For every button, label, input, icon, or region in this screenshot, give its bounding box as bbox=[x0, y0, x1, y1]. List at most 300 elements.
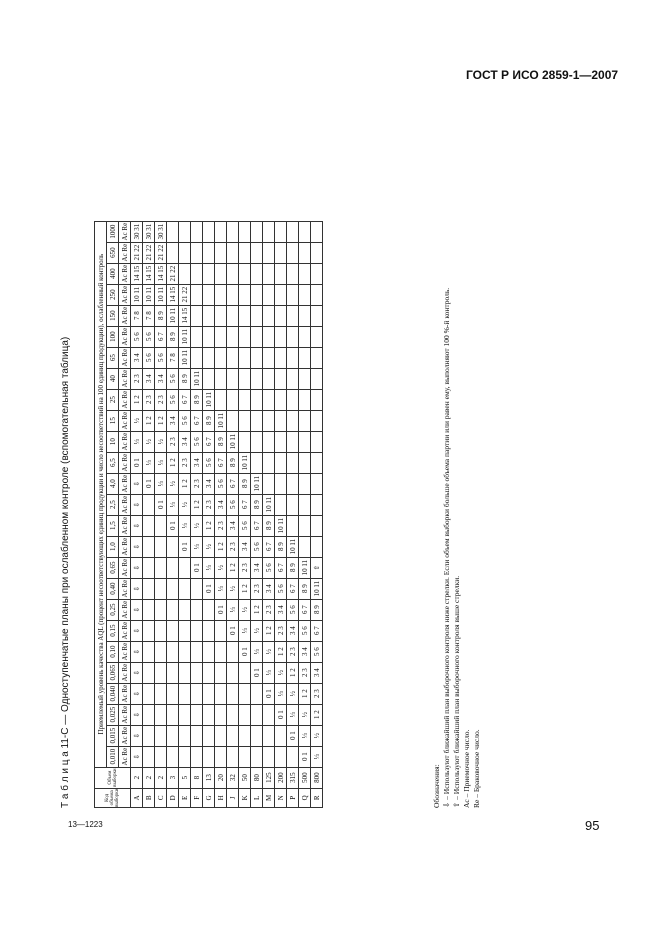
plan-cell bbox=[179, 683, 191, 704]
plan-cell: 1 2 bbox=[155, 410, 167, 431]
aql-header-cell: 0,010 bbox=[107, 746, 119, 767]
plan-cell: 14 15 bbox=[179, 305, 191, 326]
plan-cell: 21 22 bbox=[131, 242, 143, 263]
plan-cell bbox=[299, 473, 311, 494]
plan-cell: 5 6 bbox=[131, 326, 143, 347]
aql-header-cell: 0,015 bbox=[107, 725, 119, 746]
note-ac: Ac – Приемочное число. bbox=[462, 729, 471, 808]
plan-cell: ⇩ bbox=[131, 704, 143, 725]
plan-cell bbox=[227, 368, 239, 389]
plan-cell bbox=[227, 683, 239, 704]
plan-cell bbox=[263, 431, 275, 452]
plan-cell bbox=[143, 704, 155, 725]
plan-cell bbox=[287, 221, 299, 242]
acre-header-cell: Ac Re bbox=[120, 369, 129, 388]
plan-cell bbox=[239, 263, 251, 284]
plan-cell bbox=[275, 473, 287, 494]
plan-cell bbox=[179, 578, 191, 599]
aql-header-cell: 0,10 bbox=[107, 641, 119, 662]
plan-cell: 3 4 bbox=[203, 473, 215, 494]
plan-cell bbox=[239, 662, 251, 683]
plan-cell: 5 6 bbox=[239, 515, 251, 536]
plan-cell: ½ bbox=[131, 410, 143, 431]
plan-cell: 7 8 bbox=[167, 347, 179, 368]
plan-cell: ⇩ bbox=[131, 494, 143, 515]
plan-cell: 1 2 bbox=[179, 473, 191, 494]
aql-header-cell: 400 bbox=[107, 263, 119, 284]
plan-cell bbox=[287, 746, 299, 767]
aql-header-row bbox=[107, 221, 119, 807]
plan-cell bbox=[311, 347, 323, 368]
plan-cell: 1 2 bbox=[215, 536, 227, 557]
acre-header-cell: Ac Re bbox=[120, 726, 129, 745]
plan-cell: ½ bbox=[167, 473, 179, 494]
plan-cell bbox=[239, 284, 251, 305]
plan-cell bbox=[275, 347, 287, 368]
plan-cell: ½ bbox=[263, 641, 275, 662]
plan-cell: 14 15 bbox=[143, 263, 155, 284]
row-code: R bbox=[311, 788, 323, 807]
plan-cell: ⅓ bbox=[299, 725, 311, 746]
plan-cell: ⅓ bbox=[203, 557, 215, 578]
plan-cell: 6 7 bbox=[215, 452, 227, 473]
plan-cell: 0 1 bbox=[239, 641, 251, 662]
table-row bbox=[299, 221, 311, 807]
aql-header-cell: 100 bbox=[107, 326, 119, 347]
plan-cell bbox=[239, 746, 251, 767]
plan-cell bbox=[155, 662, 167, 683]
plan-cell: 5 6 bbox=[287, 599, 299, 620]
plan-cell: 3 4 bbox=[311, 662, 323, 683]
table-row bbox=[203, 221, 215, 807]
plan-cell bbox=[263, 368, 275, 389]
plan-cell bbox=[251, 326, 263, 347]
table-row bbox=[155, 221, 167, 807]
plan-cell bbox=[251, 452, 263, 473]
plan-cell bbox=[299, 305, 311, 326]
plan-cell bbox=[275, 368, 287, 389]
plan-cell: 21 22 bbox=[143, 242, 155, 263]
plan-cell: ⅓ bbox=[311, 746, 323, 767]
row-code: C bbox=[155, 788, 167, 807]
plan-cell bbox=[167, 599, 179, 620]
acre-header-row bbox=[119, 221, 131, 807]
row-code: L bbox=[251, 788, 263, 807]
plan-cell: 5 6 bbox=[215, 473, 227, 494]
rotated-table-block bbox=[60, 98, 481, 808]
plan-cell bbox=[311, 536, 323, 557]
plan-cell: 3 4 bbox=[251, 557, 263, 578]
plan-cell bbox=[203, 746, 215, 767]
plan-cell: ½ bbox=[143, 431, 155, 452]
plan-cell bbox=[215, 326, 227, 347]
plan-cell bbox=[275, 452, 287, 473]
row-code: A bbox=[131, 788, 143, 807]
plan-cell: 1 2 bbox=[287, 662, 299, 683]
plan-cell bbox=[299, 242, 311, 263]
acre-header-cell: Ac Re bbox=[120, 516, 129, 535]
plan-cell: 10 11 bbox=[227, 431, 239, 452]
plan-cell: 10 11 bbox=[167, 305, 179, 326]
plan-cell: 8 9 bbox=[215, 431, 227, 452]
plan-cell bbox=[179, 242, 191, 263]
table-body bbox=[131, 221, 323, 807]
plan-cell bbox=[215, 263, 227, 284]
plan-cell bbox=[227, 410, 239, 431]
plan-cell: 6 7 bbox=[203, 431, 215, 452]
plan-cell: 14 15 bbox=[167, 284, 179, 305]
plan-cell bbox=[263, 263, 275, 284]
plan-cell bbox=[215, 704, 227, 725]
plan-cell: 2 3 bbox=[299, 662, 311, 683]
plan-cell bbox=[167, 536, 179, 557]
plan-cell: 0 1 bbox=[167, 515, 179, 536]
row-code: M bbox=[263, 788, 275, 807]
plan-cell bbox=[275, 431, 287, 452]
plan-cell bbox=[251, 263, 263, 284]
plan-cell bbox=[239, 347, 251, 368]
row-code: N bbox=[275, 788, 287, 807]
notes-title: Обозначения: bbox=[432, 764, 441, 808]
acre-header-cell: Ac Re bbox=[120, 390, 129, 409]
plan-cell: ⅓ bbox=[239, 620, 251, 641]
aql-header-cell: 1000 bbox=[107, 221, 119, 242]
plan-cell bbox=[251, 725, 263, 746]
plan-cell: 0 1 bbox=[143, 473, 155, 494]
plan-cell: 5 6 bbox=[227, 494, 239, 515]
plan-cell bbox=[179, 704, 191, 725]
plan-cell bbox=[143, 599, 155, 620]
plan-cell bbox=[203, 620, 215, 641]
aql-header-cell: 0,15 bbox=[107, 620, 119, 641]
table-row bbox=[143, 221, 155, 807]
plan-cell: 2 3 bbox=[239, 557, 251, 578]
plan-cell: 3 4 bbox=[227, 515, 239, 536]
row-size: 13 bbox=[203, 767, 215, 788]
plan-cell bbox=[155, 557, 167, 578]
aql-group-header: Приемлемый уровень качества AQL (процент несоответствующих единиц продукции и число несоответствий на 100 единиц продукции), ослабленный контроль bbox=[95, 221, 107, 767]
plan-cell bbox=[287, 368, 299, 389]
plan-cell: 0 1 bbox=[179, 536, 191, 557]
aql-header-cell: 0,25 bbox=[107, 599, 119, 620]
plan-cell: 2 3 bbox=[227, 536, 239, 557]
acre-header-cell: Ac Re bbox=[120, 621, 129, 640]
plan-cell: 2 3 bbox=[131, 368, 143, 389]
plan-cell: 0 1 bbox=[299, 746, 311, 767]
plan-cell bbox=[143, 557, 155, 578]
plan-cell: 8 9 bbox=[227, 452, 239, 473]
plan-cell: ⇩ bbox=[131, 683, 143, 704]
plan-cell: 21 22 bbox=[179, 284, 191, 305]
plan-cell bbox=[263, 452, 275, 473]
plan-cell bbox=[311, 452, 323, 473]
plan-cell bbox=[311, 263, 323, 284]
table-row bbox=[131, 221, 143, 807]
plan-cell bbox=[227, 263, 239, 284]
plan-cell bbox=[215, 242, 227, 263]
plan-cell bbox=[251, 221, 263, 242]
plan-cell: ⇧ bbox=[311, 557, 323, 578]
note-up-arrow: ⇧ – Используют ближайший план выборочного контроля выше стрелки. bbox=[452, 575, 461, 808]
plan-cell bbox=[179, 662, 191, 683]
row-size: 5 bbox=[179, 767, 191, 788]
plan-cell bbox=[191, 242, 203, 263]
plan-cell: 30 31 bbox=[131, 221, 143, 242]
plan-cell: ⅓ bbox=[155, 452, 167, 473]
plan-cell bbox=[299, 494, 311, 515]
plan-cell bbox=[203, 326, 215, 347]
table-row bbox=[191, 221, 203, 807]
plan-cell bbox=[287, 515, 299, 536]
plan-cell bbox=[263, 242, 275, 263]
plan-cell bbox=[311, 242, 323, 263]
plan-cell bbox=[275, 389, 287, 410]
plan-cell bbox=[203, 599, 215, 620]
acre-header-cell: Ac Re bbox=[120, 453, 129, 472]
plan-cell: 10 11 bbox=[143, 284, 155, 305]
acre-header-cell: Ac Re bbox=[120, 537, 129, 556]
plan-cell: 2 3 bbox=[191, 473, 203, 494]
row-code: J bbox=[227, 788, 239, 807]
acre-header-cell: Ac Re bbox=[120, 474, 129, 493]
plan-cell bbox=[227, 326, 239, 347]
sampling-plan-table bbox=[94, 221, 323, 808]
plan-cell bbox=[239, 725, 251, 746]
plan-cell: ⅓ bbox=[191, 536, 203, 557]
plan-cell bbox=[311, 494, 323, 515]
row-size: 20 bbox=[215, 767, 227, 788]
plan-cell: 1 2 bbox=[239, 578, 251, 599]
plan-cell: ⅓ bbox=[131, 431, 143, 452]
note-re: Re – Браковочное число. bbox=[472, 729, 481, 808]
aql-header-cell: 1,0 bbox=[107, 536, 119, 557]
row-size: 8 bbox=[191, 767, 203, 788]
plan-cell: 6 7 bbox=[191, 410, 203, 431]
plan-cell bbox=[191, 578, 203, 599]
plan-cell: 10 11 bbox=[287, 536, 299, 557]
plan-cell bbox=[263, 305, 275, 326]
plan-cell bbox=[143, 683, 155, 704]
acre-header-cell: Ac Re bbox=[120, 264, 129, 283]
plan-cell bbox=[191, 326, 203, 347]
plan-cell bbox=[311, 515, 323, 536]
plan-cell bbox=[275, 410, 287, 431]
plan-cell: ⅓ bbox=[251, 641, 263, 662]
plan-cell bbox=[251, 305, 263, 326]
plan-cell bbox=[299, 431, 311, 452]
plan-cell: 6 7 bbox=[239, 494, 251, 515]
plan-cell: 3 4 bbox=[287, 620, 299, 641]
plan-cell: 10 11 bbox=[215, 410, 227, 431]
plan-cell: 1 2 bbox=[143, 410, 155, 431]
plan-cell bbox=[143, 662, 155, 683]
plan-cell: 3 4 bbox=[131, 347, 143, 368]
plan-cell bbox=[179, 725, 191, 746]
table-row bbox=[167, 221, 179, 807]
plan-cell bbox=[191, 620, 203, 641]
plan-cell: 10 11 bbox=[311, 578, 323, 599]
plan-cell: 10 11 bbox=[263, 494, 275, 515]
row-code: H bbox=[215, 788, 227, 807]
plan-cell: 1 2 bbox=[299, 683, 311, 704]
plan-cell: 1 2 bbox=[263, 620, 275, 641]
plan-cell bbox=[155, 683, 167, 704]
table-caption: Т а б л и ц а 11-C — Одноступенчатые планы при ослабленном контроле (вспомогательная таблица) bbox=[60, 336, 71, 808]
plan-cell bbox=[167, 746, 179, 767]
plan-cell bbox=[215, 284, 227, 305]
plan-cell: ½ bbox=[203, 536, 215, 557]
aql-header-cell: 6,5 bbox=[107, 452, 119, 473]
row-size: 200 bbox=[275, 767, 287, 788]
plan-cell: 3 4 bbox=[275, 599, 287, 620]
table-row bbox=[251, 221, 263, 807]
plan-cell: 0 1 bbox=[215, 599, 227, 620]
plan-cell: 8 9 bbox=[311, 599, 323, 620]
plan-cell bbox=[275, 494, 287, 515]
plan-cell: 0 1 bbox=[191, 557, 203, 578]
plan-cell bbox=[239, 368, 251, 389]
plan-cell: 10 11 bbox=[191, 368, 203, 389]
plan-cell: 2 3 bbox=[287, 641, 299, 662]
plan-cell: 8 9 bbox=[239, 473, 251, 494]
plan-cell: 10 11 bbox=[131, 284, 143, 305]
plan-cell: 0 1 bbox=[227, 620, 239, 641]
plan-cell: 0 1 bbox=[275, 704, 287, 725]
plan-cell bbox=[251, 368, 263, 389]
plan-cell: 8 9 bbox=[287, 557, 299, 578]
plan-cell bbox=[263, 221, 275, 242]
table-row bbox=[179, 221, 191, 807]
plan-cell bbox=[179, 221, 191, 242]
plan-cell: ⇩ bbox=[131, 536, 143, 557]
row-code: Q bbox=[299, 788, 311, 807]
row-size: 125 bbox=[263, 767, 275, 788]
plan-cell: 3 4 bbox=[215, 494, 227, 515]
plan-cell: 14 15 bbox=[155, 263, 167, 284]
plan-cell: ½ bbox=[179, 494, 191, 515]
plan-cell bbox=[179, 557, 191, 578]
plan-cell: 1 2 bbox=[251, 599, 263, 620]
plan-cell bbox=[191, 305, 203, 326]
plan-cell bbox=[191, 662, 203, 683]
plan-cell bbox=[167, 557, 179, 578]
plan-cell bbox=[263, 704, 275, 725]
plan-cell: 8 9 bbox=[251, 494, 263, 515]
plan-cell bbox=[287, 284, 299, 305]
acre-header-cell: Ac Re bbox=[120, 222, 129, 241]
plan-cell: ⇩ bbox=[131, 746, 143, 767]
plan-cell bbox=[215, 725, 227, 746]
plan-cell bbox=[203, 725, 215, 746]
plan-cell bbox=[227, 347, 239, 368]
plan-cell: 7 8 bbox=[131, 305, 143, 326]
plan-cell: 8 9 bbox=[191, 389, 203, 410]
aql-header-cell: 65 bbox=[107, 347, 119, 368]
plan-cell: 0 1 bbox=[287, 725, 299, 746]
plan-cell: 6 7 bbox=[287, 578, 299, 599]
plan-cell: 6 7 bbox=[227, 473, 239, 494]
plan-cell: 5 6 bbox=[179, 410, 191, 431]
plan-cell bbox=[299, 410, 311, 431]
plan-cell: 3 4 bbox=[263, 578, 275, 599]
plan-cell: ⇩ bbox=[131, 725, 143, 746]
plan-cell bbox=[227, 746, 239, 767]
acre-header-cell: Ac Re bbox=[120, 285, 129, 304]
plan-cell bbox=[191, 746, 203, 767]
plan-cell bbox=[203, 263, 215, 284]
plan-cell bbox=[191, 725, 203, 746]
plan-cell: 6 7 bbox=[179, 389, 191, 410]
row-code: E bbox=[179, 788, 191, 807]
plan-cell bbox=[191, 641, 203, 662]
aql-header-cell: 0,065 bbox=[107, 662, 119, 683]
row-size: 80 bbox=[251, 767, 263, 788]
acre-header-cell: Ac Re bbox=[120, 411, 129, 430]
plan-cell bbox=[191, 704, 203, 725]
plan-cell bbox=[275, 746, 287, 767]
plan-cell bbox=[227, 641, 239, 662]
acre-header-cell: Ac Re bbox=[120, 642, 129, 661]
plan-cell bbox=[155, 620, 167, 641]
page-number: 95 bbox=[585, 818, 600, 833]
row-code: D bbox=[167, 788, 179, 807]
plan-cell bbox=[299, 389, 311, 410]
plan-cell: 2 3 bbox=[143, 389, 155, 410]
row-size: 50 bbox=[239, 767, 251, 788]
plan-cell bbox=[239, 431, 251, 452]
plan-cell: ½ bbox=[287, 683, 299, 704]
plan-cell: ⇩ bbox=[131, 473, 143, 494]
plan-cell: 10 11 bbox=[299, 557, 311, 578]
plan-cell bbox=[311, 368, 323, 389]
plan-cell bbox=[155, 746, 167, 767]
plan-cell bbox=[203, 221, 215, 242]
plan-cell bbox=[167, 221, 179, 242]
plan-cell: 8 9 bbox=[155, 305, 167, 326]
plan-cell: 3 4 bbox=[299, 641, 311, 662]
plan-cell: ⅓ bbox=[143, 452, 155, 473]
plan-cell bbox=[143, 620, 155, 641]
plan-cell bbox=[263, 746, 275, 767]
plan-cell: 2 3 bbox=[155, 389, 167, 410]
plan-cell bbox=[191, 221, 203, 242]
plan-cell bbox=[251, 410, 263, 431]
plan-cell: ½ bbox=[275, 662, 287, 683]
plan-cell: ⇩ bbox=[131, 515, 143, 536]
plan-cell: 2 3 bbox=[251, 578, 263, 599]
plan-cell: 21 22 bbox=[167, 263, 179, 284]
plan-cell bbox=[167, 578, 179, 599]
plan-cell: 7 8 bbox=[143, 305, 155, 326]
row-code: B bbox=[143, 788, 155, 807]
plan-cell: 1 2 bbox=[311, 704, 323, 725]
plan-cell: ⇩ bbox=[131, 578, 143, 599]
plan-cell bbox=[143, 725, 155, 746]
plan-cell bbox=[203, 683, 215, 704]
plan-cell: 2 3 bbox=[203, 494, 215, 515]
plan-cell bbox=[299, 221, 311, 242]
plan-cell bbox=[299, 263, 311, 284]
plan-cell: 5 6 bbox=[263, 557, 275, 578]
plan-cell bbox=[203, 284, 215, 305]
plan-cell: 8 9 bbox=[167, 326, 179, 347]
row-size: 315 bbox=[287, 767, 299, 788]
acre-header-cell: Ac Re bbox=[120, 495, 129, 514]
plan-cell bbox=[263, 473, 275, 494]
plan-cell bbox=[275, 263, 287, 284]
plan-cell: 10 11 bbox=[251, 473, 263, 494]
footer-code: 13—1223 bbox=[68, 820, 103, 829]
